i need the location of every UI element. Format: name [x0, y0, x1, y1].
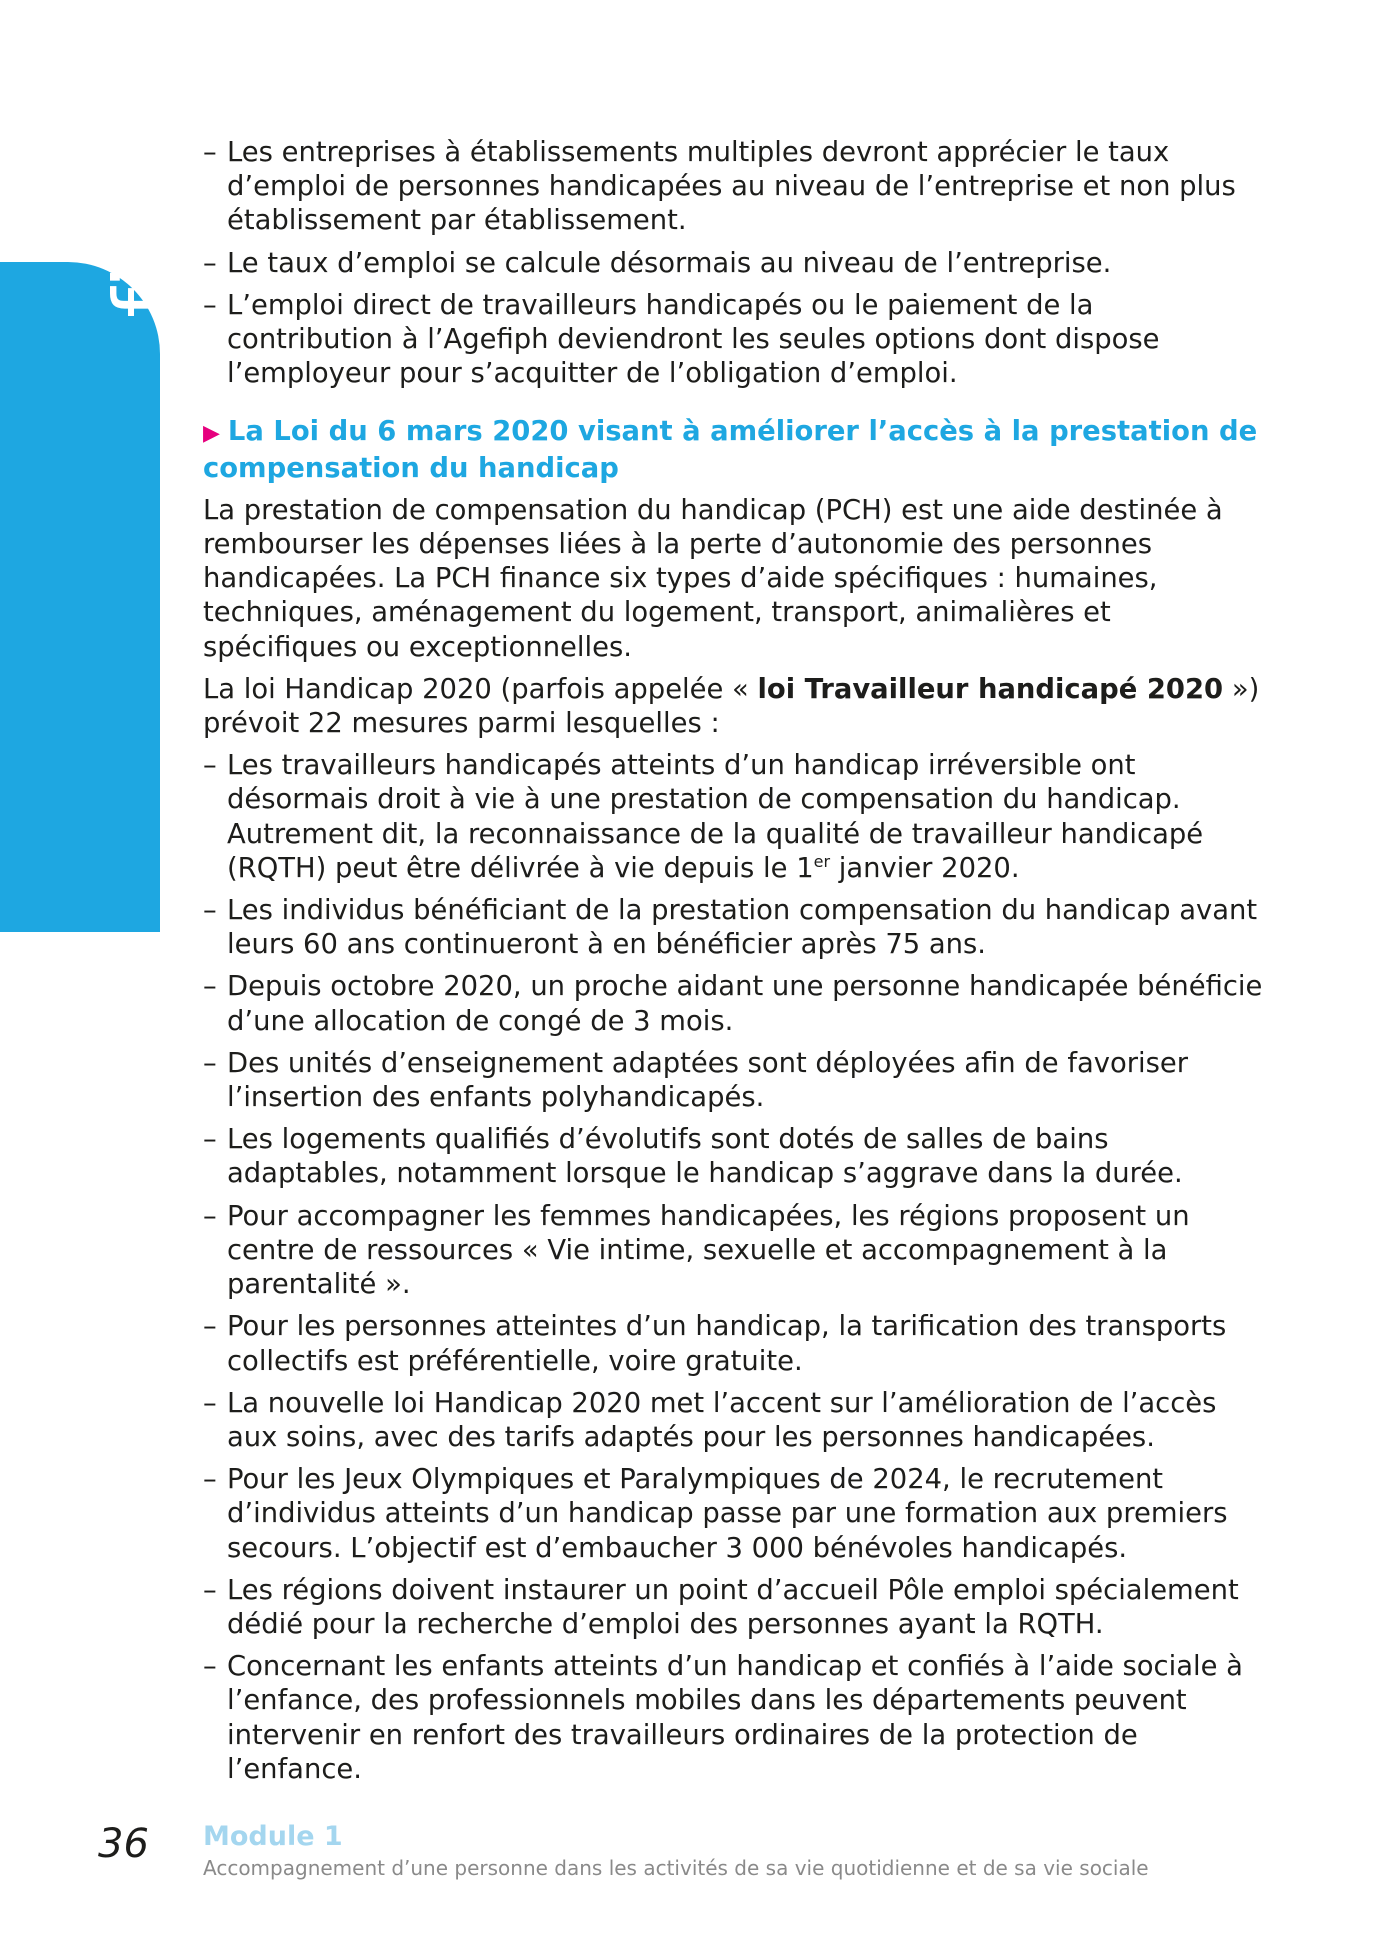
- list-item: – Des unités d’enseignement adaptées sont déployées afin de favoriser l’insertion des enfants polyhandicapés.: [203, 1047, 1263, 1115]
- paragraph-loi: [203, 673, 1263, 741]
- fiche-side-tab: [0, 262, 160, 932]
- list-item: – Concernant les enfants atteints d’un handicap et confiés à l’aide sociale à l’enfance, des professionnels mobiles dans les départements peuvent intervenir en renfort des travailleurs ordinaires de la protection de l’enfance.: [203, 1650, 1263, 1787]
- fiche-word: fiche: [103, 90, 189, 318]
- list-item: – Les logements qualifiés d’évolutifs sont dotés de salles de bains adaptables, notamment lorsque le handicap s’aggrave dans la durée.: [203, 1123, 1263, 1191]
- module-title: Module 1: [203, 1821, 343, 1852]
- list-item: – Depuis octobre 2020, un proche aidant une personne handicapée bénéficie d’une allocation de congé de 3 mois.: [203, 970, 1263, 1038]
- paragraph-text: ») prévoit 22 mesures parmi lesquelles :: [203, 673, 1260, 740]
- paragraph-pch: La prestation de compensation du handicap (PCH) est une aide destinée à rembourser les dépenses liées à la perte d’autonomie des personnes handicapées. La PCH finance six types d’aide spécifiques : humaines, techniques, aménagement du logement, transport, animalières et spécifiques ou exceptionnelles.: [203, 494, 1223, 663]
- law-name: loi Travailleur handicapé 2020: [757, 673, 1224, 705]
- superscript: er: [813, 851, 831, 871]
- section-heading-text: La Loi du 6 mars 2020 visant à améliorer l’accès à la prestation de compensation du handicap: [203, 416, 1258, 484]
- list-item: – Les individus bénéficiant de la prestation compensation du handicap avant leurs 60 ans continueront à en bénéficier après 75 ans.: [203, 894, 1263, 962]
- page-content: [203, 136, 1263, 1795]
- list-item: – Le taux d’emploi se calcule désormais au niveau de l’entreprise.: [203, 247, 1263, 281]
- module-subtitle: Accompagnement d’une personne dans les activités de sa vie quotidienne et de sa vie sociale: [203, 1856, 1149, 1880]
- list-item: – L’emploi direct de travailleurs handicapés ou le paiement de la contribution à l’Agefiph deviendront les seules options dont dispose l’employeur pour s’acquitter de l’obligation d’emploi.: [203, 289, 1263, 392]
- list-item: – La nouvelle loi Handicap 2020 met l’accent sur l’amélioration de l’accès aux soins, avec des tarifs adaptés pour les personnes handicapées.: [203, 1387, 1263, 1455]
- fiche-number: 8: [93, 7, 198, 71]
- intro-list: [203, 136, 1263, 391]
- page-number: 36: [98, 1821, 149, 1867]
- section-heading: [203, 415, 1263, 485]
- list-item: – Les régions doivent instaurer un point d’accueil Pôle emploi spécialement dédié pour la recherche d’emploi des personnes ayant la RQTH.: [203, 1574, 1263, 1642]
- paragraph-text: La loi Handicap 2020 (parfois appelée «: [203, 673, 758, 705]
- fiche-tab-label: [93, 7, 198, 319]
- list-item: [203, 749, 1263, 886]
- list-item-text: janvier 2020.: [830, 852, 1020, 884]
- list-item: – Pour les personnes atteintes d’un handicap, la tarification des transports collectifs est préférentielle, voire gratuite.: [203, 1310, 1263, 1378]
- list-item: – Les entreprises à établissements multiples devront apprécier le taux d’emploi de personnes handicapées au niveau de l’entreprise et non plus établissement par établissement.: [203, 136, 1263, 239]
- triangle-bullet-icon: ▶: [203, 421, 220, 447]
- list-item: – Pour les Jeux Olympiques et Paralympiques de 2024, le recrutement d’individus atteints d’un handicap passe par une formation aux premiers secours. L’objectif est d’embaucher 3 000 bénévoles handicapés.: [203, 1463, 1263, 1566]
- list-item-text: Les travailleurs handicapés atteints d’un handicap irréversible ont désormais droit à vie à une prestation de compensation du handicap. Autrement dit, la reconnaissance de la qualité de travailleur handicapé (RQTH) peut être délivrée à vie depuis le 1: [227, 750, 1204, 884]
- list-item: – Pour accompagner les femmes handicapées, les régions proposent un centre de ressources « Vie intime, sexuelle et accompagnement à la parentalité ».: [203, 1200, 1263, 1303]
- measures-list: [203, 749, 1263, 1787]
